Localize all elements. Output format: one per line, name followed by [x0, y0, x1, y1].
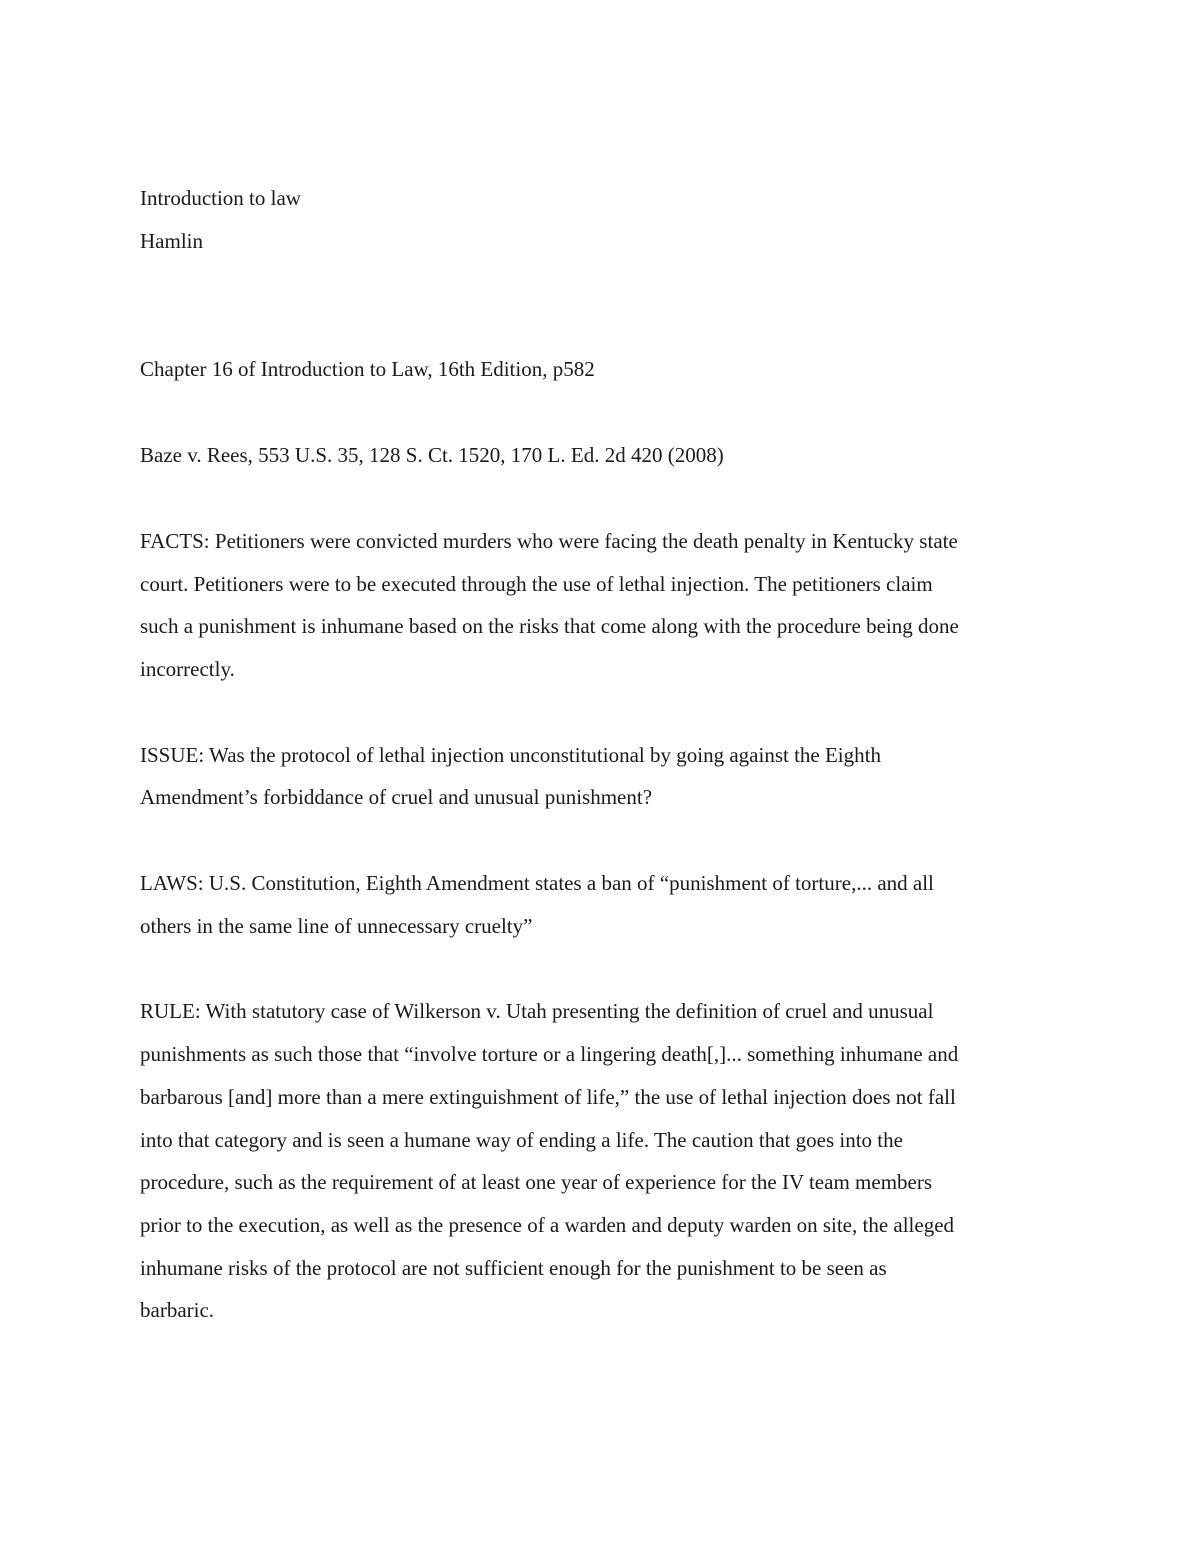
document-body: [140, 177, 1065, 1332]
paragraph-line: prior to the execution, as well as the presence of a warden and deputy warden on site, the alleged: [140, 1212, 955, 1237]
spacer: [140, 262, 1065, 348]
paragraph-line: barbaric.: [140, 1298, 215, 1323]
paragraph-line: others in the same line of unnecessary cruelty”: [140, 913, 533, 938]
paragraph-line: inhumane risks of the protocol are not sufficient enough for the punishment to be seen as: [140, 1255, 887, 1280]
case-citation: Baze v. Rees, 553 U.S. 35, 128 S. Ct. 1520, 170 L. Ed. 2d 420 (2008): [140, 443, 724, 468]
paragraph-line: LAWS: U.S. Constitution, Eighth Amendment states a ban of “punishment of torture,... and all: [140, 871, 934, 896]
paragraph-line: RULE: With statutory case of Wilkerson v. Utah presenting the definition of cruel and unusual: [140, 999, 934, 1024]
paragraph-line: procedure, such as the requirement of at least one year of experience for the IV team members: [140, 1170, 933, 1195]
spacer: [140, 477, 1065, 520]
paragraph-line: into that category and is seen a humane way of ending a life. The caution that goes into the: [140, 1127, 903, 1152]
paragraph-line: court. Petitioners were to be executed through the use of lethal injection. The petitioners claim: [140, 571, 933, 596]
spacer: [140, 391, 1065, 434]
spacer: [140, 819, 1065, 862]
paragraph-line: such a punishment is inhumane based on the risks that come along with the procedure being done: [140, 614, 959, 639]
spacer: [140, 691, 1065, 734]
rule-paragraph: [140, 990, 1065, 1332]
paragraph-line: incorrectly.: [140, 656, 235, 681]
chapter-reference: Chapter 16 of Introduction to Law, 16th Edition, p582: [140, 357, 595, 382]
paragraph-line: ISSUE: Was the protocol of lethal injection unconstitutional by going against the Eighth: [140, 742, 881, 767]
author-name: Hamlin: [140, 228, 203, 253]
paragraph-line: Amendment’s forbiddance of cruel and unusual punishment?: [140, 785, 653, 810]
facts-paragraph: [140, 520, 1065, 691]
issue-paragraph: [140, 734, 1065, 819]
paragraph-line: barbarous [and] more than a mere extinguishment of life,” the use of lethal injection does not fall: [140, 1084, 956, 1109]
laws-paragraph: [140, 862, 1065, 947]
course-title: Introduction to law: [140, 186, 301, 210]
spacer: [140, 947, 1065, 990]
paragraph-line: punishments as such those that “involve torture or a lingering death[,]... something inhumane and: [140, 1042, 959, 1067]
paragraph-line: FACTS: Petitioners were convicted murders who were facing the death penalty in Kentucky state: [140, 528, 958, 553]
